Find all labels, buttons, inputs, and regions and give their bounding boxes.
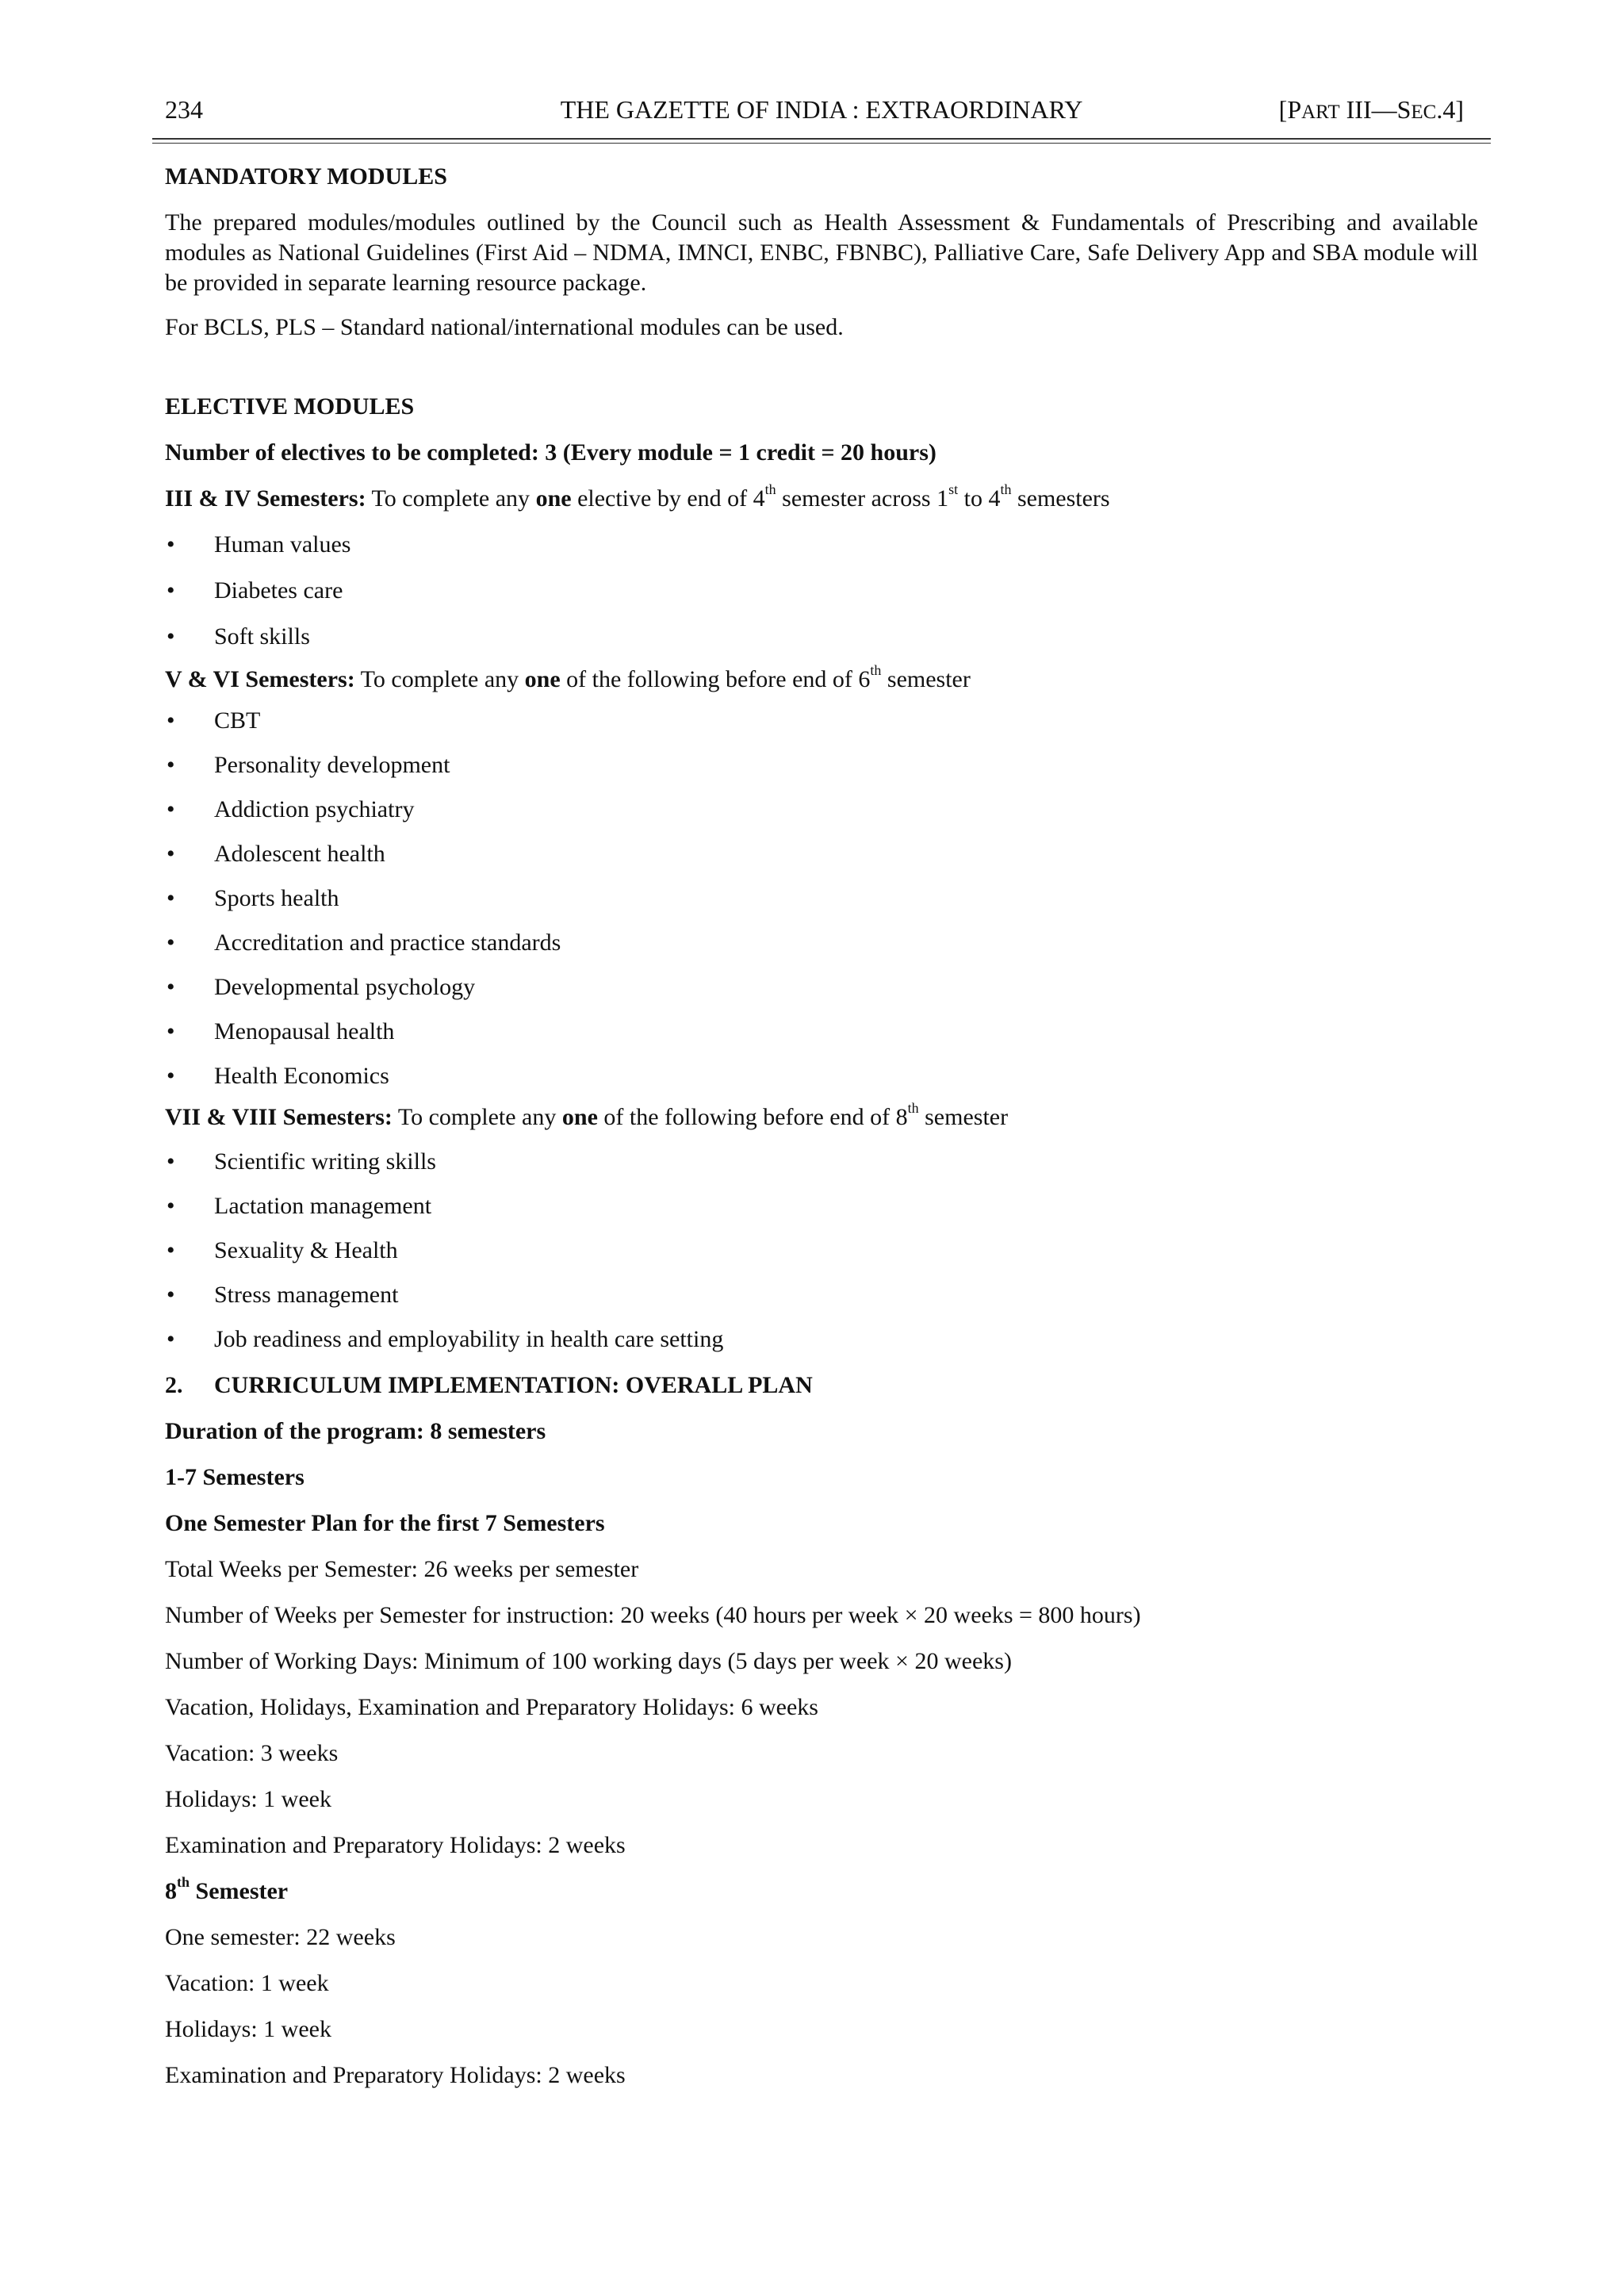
header-rule-top [152,138,1491,140]
curriculum-heading: 2. CURRICULUM IMPLEMENTATION: OVERALL PLAN [165,1372,813,1398]
plan-line: Vacation: 3 weeks [165,1740,339,1766]
gazette-page [165,95,1478,2088]
plan-line: Total Weeks per Semester: 26 weeks per semester [165,1556,639,1582]
list-item: • Addiction psychiatry [165,795,1478,825]
list-item: • Menopausal health [165,1017,1478,1047]
list-item: • Human values [165,530,1478,560]
page-number: 234 [165,95,203,124]
sem8-line: Vacation: 1 week [165,1970,329,1996]
list-item: • Lactation management [165,1191,1478,1221]
page-body [165,162,1478,2091]
group-7-8-intro: VII & VIII Semesters: To complete any one of the following before end of 8th semester [165,1100,1009,1130]
mandatory-bcls-note: For BCLS, PLS – Standard national/international modules can be used. [165,314,844,340]
mandatory-paragraph: The prepared modules/modules outlined by the Council such as Health Assessment & Fundamentals of Prescribing and available modules as National Guidelines (First Aid – NDMA, IMNCI, ENBC, FBNBC), Palliative Care, Safe Delivery App and SBA module will be provided in separate learning resource package. [165,209,1478,296]
gazette-title: THE GAZETTE OF INDIA : EXTRAORDINARY [560,95,1083,124]
plan-line: Number of Weeks per Semester for instruction: 20 weeks (40 hours per week × 20 weeks = 800 hours) [165,1602,1141,1628]
plan-line: Number of Working Days: Minimum of 100 working days (5 days per week × 20 weeks) [165,1648,1012,1674]
group-5-6-intro: V & VI Semesters: To complete any one of the following before end of 6th semester [165,662,971,692]
sem8-line: Holidays: 1 week [165,2016,331,2042]
list-item: • Sexuality & Health [165,1236,1478,1266]
group-3-4-intro: III & IV Semesters: To complete any one elective by end of 4th semester across 1st to 4th semesters [165,481,1110,512]
electives-count: Number of electives to be completed: 3 (Every module = 1 credit = 20 hours) [165,439,936,466]
list-item: • Adolescent health [165,839,1478,869]
header-rule-bottom [152,143,1491,144]
sem8-line: One semester: 22 weeks [165,1924,396,1950]
list-item: • Soft skills [165,622,1478,652]
list-item: • Diabetes care [165,576,1478,606]
semester-plan-heading: One Semester Plan for the first 7 Semesters [165,1510,605,1536]
program-duration: Duration of the program: 8 semesters [165,1418,546,1444]
page-header [165,95,1478,133]
plan-line: Holidays: 1 week [165,1786,331,1812]
mandatory-heading: MANDATORY MODULES [165,163,447,190]
sem8-line: Examination and Preparatory Holidays: 2 weeks [165,2062,626,2088]
list-item: • Accreditation and practice standards [165,928,1478,958]
plan-line: Examination and Preparatory Holidays: 2 weeks [165,1832,626,1858]
list-item: • Health Economics [165,1061,1478,1091]
list-item: • Personality development [165,750,1478,780]
elective-heading: ELECTIVE MODULES [165,393,415,420]
part-section-label: [PART III—SEC.4] [1278,95,1464,124]
list-item: • Scientific writing skills [165,1147,1478,1177]
list-item: • CBT [165,706,1478,736]
list-item: • Stress management [165,1280,1478,1310]
plan-line: Vacation, Holidays, Examination and Preparatory Holidays: 6 weeks [165,1694,818,1720]
semesters-1-7-heading: 1-7 Semesters [165,1464,304,1490]
list-item: • Developmental psychology [165,972,1478,1002]
list-item: • Sports health [165,884,1478,914]
semester-8-heading: 8th Semester [165,1874,289,1904]
list-item: • Job readiness and employability in health care setting [165,1324,1478,1355]
